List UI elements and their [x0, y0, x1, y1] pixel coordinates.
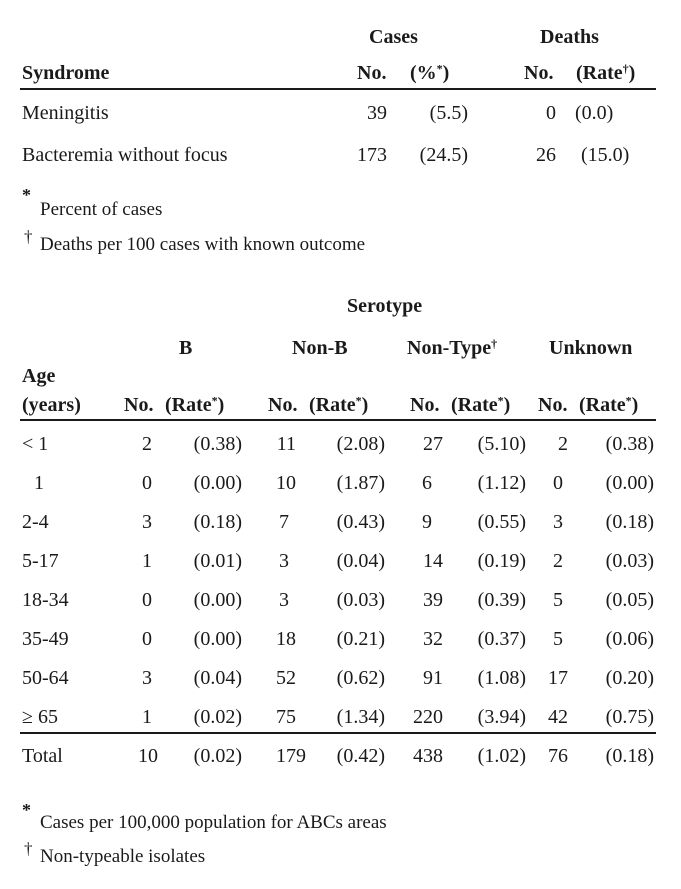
unknown-no-cell: 2 [558, 433, 568, 455]
cases-pct-cell: (5.5) [429, 102, 468, 124]
unknown-no-cell: 5 [553, 628, 563, 650]
b-no-cell: 0 [142, 589, 152, 611]
nontype-no-cell: 27 [423, 433, 443, 455]
b-rate-cell: (0.04) [193, 667, 242, 689]
age-cell: 2-4 [22, 511, 49, 533]
b-no-cell: 3 [142, 511, 152, 533]
header-b-rate: (Rate*) [165, 393, 225, 416]
b-no-cell: 1 [142, 706, 152, 728]
unknown-rate-cell: (0.75) [605, 706, 654, 728]
b-no-cell: 3 [142, 667, 152, 689]
header-group-nonb: Non-B [292, 337, 348, 359]
nonb-no-cell: 52 [276, 667, 296, 689]
age-cell: < 1 [22, 433, 49, 455]
total-unknown-no: 76 [548, 745, 568, 767]
total-b-rate: (0.02) [193, 745, 242, 767]
header-group-b: B [179, 337, 193, 359]
nontype-no-cell: 14 [423, 550, 443, 572]
header-group-nontype: Non-Type† [407, 336, 498, 359]
unknown-no-cell: 0 [553, 472, 563, 494]
header-age-line1: Age [22, 365, 56, 387]
total-nontype-rate: (1.02) [477, 745, 526, 767]
syndrome-cell: Meningitis [22, 102, 109, 124]
table2-total-rule [20, 732, 656, 734]
b-rate-cell: (0.00) [193, 589, 242, 611]
header-group-unknown: Unknown [549, 337, 633, 359]
total-nonb-rate: (0.42) [336, 745, 385, 767]
footnote-dagger-text: Deaths per 100 cases with known outcome [40, 234, 366, 255]
header-deaths-rate: (Rate†) [576, 61, 636, 84]
header-nontype-no: No. [410, 394, 440, 416]
b-rate-cell: (0.02) [193, 706, 242, 728]
nonb-no-cell: 3 [279, 589, 289, 611]
nonb-no-cell: 18 [276, 628, 296, 650]
header-nonb-rate: (Rate*) [309, 393, 369, 416]
unknown-rate-cell: (0.03) [605, 550, 654, 572]
deaths-rate-cell: (15.0) [581, 144, 630, 166]
unknown-rate-cell: (0.38) [605, 433, 654, 455]
nontype-no-cell: 91 [423, 667, 443, 689]
nontype-no-cell: 6 [422, 472, 432, 494]
unknown-rate-cell: (0.20) [605, 667, 654, 689]
nontype-rate-cell: (0.19) [477, 550, 526, 572]
cases-no-cell: 39 [367, 102, 387, 124]
b-no-cell: 1 [142, 550, 152, 572]
nonb-no-cell: 3 [279, 550, 289, 572]
age-cell: ≥ 65 [22, 706, 58, 728]
unknown-no-cell: 3 [553, 511, 563, 533]
cases-pct-cell: (24.5) [419, 144, 468, 166]
header-cases-no: No. [357, 62, 387, 84]
footnote-star-mark: * [22, 800, 31, 820]
footnote-dagger-mark: † [24, 227, 33, 246]
total-unknown-rate: (0.18) [605, 745, 654, 767]
nonb-no-cell: 75 [276, 706, 296, 728]
table2-header-rule [20, 419, 656, 421]
age-cell: 18-34 [22, 589, 69, 611]
header-serotype: Serotype [347, 295, 423, 317]
nonb-rate-cell: (0.62) [336, 667, 385, 689]
table1-header-rule [20, 88, 656, 90]
total-b-no: 10 [138, 745, 158, 767]
age-cell: 35-49 [22, 628, 69, 650]
b-no-cell: 2 [142, 433, 152, 455]
nontype-rate-cell: (3.94) [477, 706, 526, 728]
header-deaths-no: No. [524, 62, 554, 84]
deaths-no-cell: 0 [546, 102, 556, 124]
unknown-no-cell: 17 [548, 667, 568, 689]
nontype-rate-cell: (0.39) [477, 589, 526, 611]
cases-no-cell: 173 [357, 144, 387, 166]
unknown-rate-cell: (0.18) [605, 511, 654, 533]
footnote-dagger-mark: † [24, 839, 33, 858]
nontype-no-cell: 9 [422, 511, 432, 533]
b-rate-cell: (0.00) [193, 628, 242, 650]
unknown-no-cell: 42 [548, 706, 568, 728]
nontype-rate-cell: (0.37) [477, 628, 526, 650]
age-cell: 5-17 [22, 550, 59, 572]
total-label: Total [22, 745, 63, 767]
unknown-rate-cell: (0.06) [605, 628, 654, 650]
unknown-no-cell: 5 [553, 589, 563, 611]
nonb-no-cell: 7 [279, 511, 289, 533]
header-nonb-no: No. [268, 394, 298, 416]
header-cases-pct: (%*) [410, 61, 450, 84]
nonb-rate-cell: (2.08) [336, 433, 385, 455]
nontype-rate-cell: (5.10) [477, 433, 526, 455]
nonb-rate-cell: (1.87) [336, 472, 385, 494]
footnote-star-mark: * [22, 185, 31, 205]
footnote-star-text: Percent of cases [40, 199, 163, 220]
header-age-line2: (years) [22, 394, 81, 416]
dagger-superscript: † [491, 336, 498, 351]
nonb-rate-cell: (0.43) [336, 511, 385, 533]
nontype-rate-cell: (1.12) [477, 472, 526, 494]
header-unknown-no: No. [538, 394, 568, 416]
age-cell: 1 [34, 472, 44, 494]
nonb-rate-cell: (1.34) [336, 706, 385, 728]
header-b-no: No. [124, 394, 154, 416]
nontype-rate-cell: (0.55) [477, 511, 526, 533]
nontype-no-cell: 32 [423, 628, 443, 650]
total-nonb-no: 179 [276, 745, 306, 767]
nontype-no-cell: 220 [413, 706, 443, 728]
b-rate-cell: (0.38) [193, 433, 242, 455]
b-no-cell: 0 [142, 472, 152, 494]
nonb-no-cell: 11 [276, 433, 296, 455]
header-deaths: Deaths [540, 26, 599, 48]
nonb-rate-cell: (0.21) [336, 628, 385, 650]
nonb-rate-cell: (0.03) [336, 589, 385, 611]
total-nontype-no: 438 [413, 745, 443, 767]
unknown-rate-cell: (0.00) [605, 472, 654, 494]
header-nontype-rate: (Rate*) [451, 393, 511, 416]
nonb-no-cell: 10 [276, 472, 296, 494]
b-no-cell: 0 [142, 628, 152, 650]
footnote-dagger-text: Non-typeable isolates [40, 846, 206, 867]
dagger-superscript: † [622, 61, 629, 76]
age-cell: 50-64 [22, 667, 69, 689]
syndrome-cell: Bacteremia without focus [22, 144, 228, 166]
b-rate-cell: (0.18) [193, 511, 242, 533]
nonb-rate-cell: (0.04) [336, 550, 385, 572]
unknown-rate-cell: (0.05) [605, 589, 654, 611]
header-cases: Cases [369, 26, 418, 48]
deaths-rate-cell: (0.0) [575, 102, 614, 124]
b-rate-cell: (0.00) [193, 472, 242, 494]
header-unknown-rate: (Rate*) [579, 393, 639, 416]
nontype-rate-cell: (1.08) [477, 667, 526, 689]
footnote-star-text: Cases per 100,000 population for ABCs areas [40, 812, 387, 833]
star-superscript: * [436, 61, 443, 76]
nontype-no-cell: 39 [423, 589, 443, 611]
b-rate-cell: (0.01) [193, 550, 242, 572]
unknown-no-cell: 2 [553, 550, 563, 572]
deaths-no-cell: 26 [536, 144, 556, 166]
header-syndrome: Syndrome [22, 62, 110, 84]
